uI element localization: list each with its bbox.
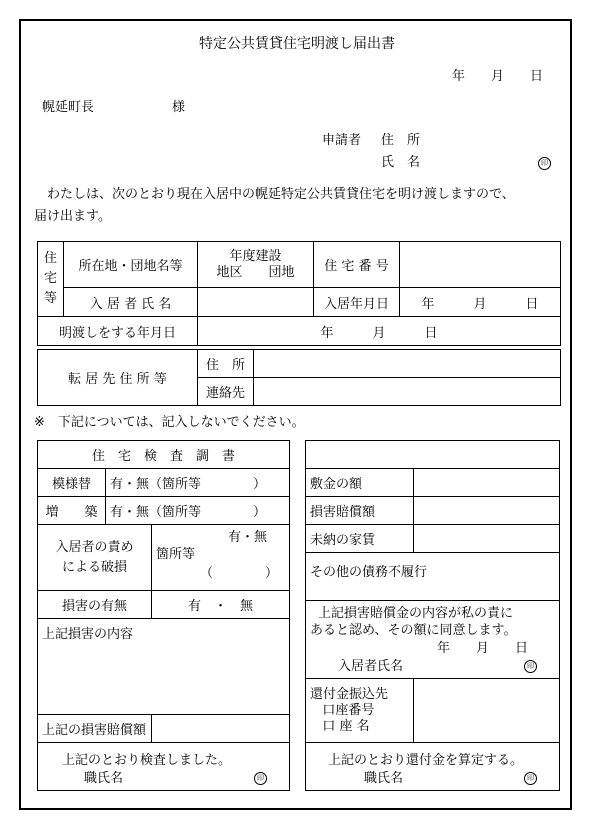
house-number-label: 住 宅 番 号	[314, 242, 400, 288]
inspected-text: 上記のとおり検査しました。	[62, 753, 232, 768]
damage-yesno[interactable]: 有・無	[228, 530, 268, 545]
move-in-date-label: 入居年月日	[314, 288, 400, 317]
settlement-staff-label: 職氏名	[364, 771, 404, 786]
deposit-field[interactable]	[414, 469, 560, 497]
new-address-table	[37, 349, 561, 406]
calc-text: 上記のとおり還付金を算定する。	[328, 753, 524, 768]
settlement-table	[305, 440, 560, 791]
applicant-label: 申請者	[322, 133, 362, 148]
inspection-staff-label: 職氏名	[84, 771, 124, 786]
extension-value[interactable]: 有・無（箇所等 ）	[106, 497, 290, 525]
deposit-label: 敷金の額	[306, 469, 414, 497]
seal-icon: 印	[524, 660, 537, 673]
body-text-line1: わたしは、次のとおり現在入居中の幌延特定公共賃貸住宅を明け渡しますので、	[34, 187, 515, 202]
move-in-date-field[interactable]: 年 月 日	[400, 288, 561, 317]
housing-row-header: 住 宅 等	[38, 242, 64, 317]
note-text: ※ 下記については、記入しないでください。	[34, 415, 305, 430]
damage-comp-field[interactable]	[414, 497, 560, 525]
pattern-change-label: 模様替	[38, 469, 106, 497]
seal-icon: 印	[524, 772, 537, 785]
compensation-field[interactable]	[152, 715, 290, 743]
damage-content-field[interactable]	[38, 619, 290, 715]
inspection-table	[37, 440, 290, 791]
agreement-date[interactable]: 年 月 日	[437, 641, 529, 656]
damage-comp-label: 損害賠償額	[306, 497, 414, 525]
unpaid-rent-field[interactable]	[414, 525, 560, 553]
pattern-change-value[interactable]: 有・無（箇所等 ）	[106, 469, 290, 497]
seal-icon: 印	[538, 157, 551, 170]
resident-name-label: 入 居 者 氏 名	[64, 288, 198, 317]
form-title: 特定公共賃貸住宅明渡し届出書	[199, 36, 395, 52]
damage-place-label: 箇所等	[156, 547, 196, 562]
applicant-name-label: 氏 名	[381, 155, 421, 170]
damage-responsibility-label: 入居者の責め による破損	[38, 525, 152, 591]
applicant-address-label: 住 所	[381, 133, 421, 148]
agreement-line2: あると認め、その額に同意します。	[310, 623, 517, 638]
other-debts-label: その他の債務不履行	[310, 565, 428, 580]
addressee: 幌延町長 様	[42, 100, 186, 115]
new-address-contact-field[interactable]	[254, 378, 561, 406]
agreement-resident-label: 入居者氏名	[338, 659, 404, 674]
vacate-date-label: 明渡しをする年月日	[38, 317, 198, 346]
body-text-line2: 届け出ます。	[34, 209, 111, 224]
damage-presence-label: 損害の有無	[38, 591, 152, 619]
vacate-date-field[interactable]: 年 月 日	[198, 317, 561, 346]
house-number-field[interactable]	[400, 242, 561, 288]
other-debts-field[interactable]	[306, 553, 560, 601]
damage-place-paren[interactable]: （ ）	[200, 566, 279, 581]
inspection-title: 住 宅 検 査 調 書	[38, 441, 290, 469]
refund-label-cell: 還付金振込先 口座番号 口 座 名	[306, 679, 414, 743]
resident-name-field[interactable]	[198, 288, 314, 317]
new-address-field[interactable]	[254, 350, 561, 378]
inspection-signature[interactable]	[38, 743, 290, 791]
agreement-line1: 上記損害賠償金の内容が私の責に	[318, 606, 514, 621]
year-built-cell[interactable]: 年度建設 地区 団地	[198, 242, 314, 288]
refund-account-field[interactable]	[414, 679, 560, 743]
settlement-blank	[306, 441, 560, 469]
housing-table	[37, 241, 561, 346]
compensation-label: 上記の損害賠償額	[38, 715, 152, 743]
refund-signature[interactable]	[306, 743, 560, 791]
location-label: 所在地・団地名等	[64, 242, 198, 288]
unpaid-rent-label: 未納の家賃	[306, 525, 414, 553]
submission-date[interactable]: 年 月 日	[452, 69, 544, 84]
agreement-cell[interactable]	[306, 601, 560, 679]
seal-icon: 印	[254, 772, 267, 785]
damage-presence-value[interactable]: 有 ・ 無	[152, 591, 290, 619]
extension-label: 増 築	[38, 497, 106, 525]
new-address-contact-label: 連絡先	[198, 378, 254, 406]
damage-responsibility-field[interactable]	[152, 525, 290, 591]
damage-content-label: 上記損害の内容	[42, 627, 134, 642]
new-address-address-label: 住 所	[198, 350, 254, 378]
new-address-label: 転 居 先 住 所 等	[38, 350, 198, 406]
